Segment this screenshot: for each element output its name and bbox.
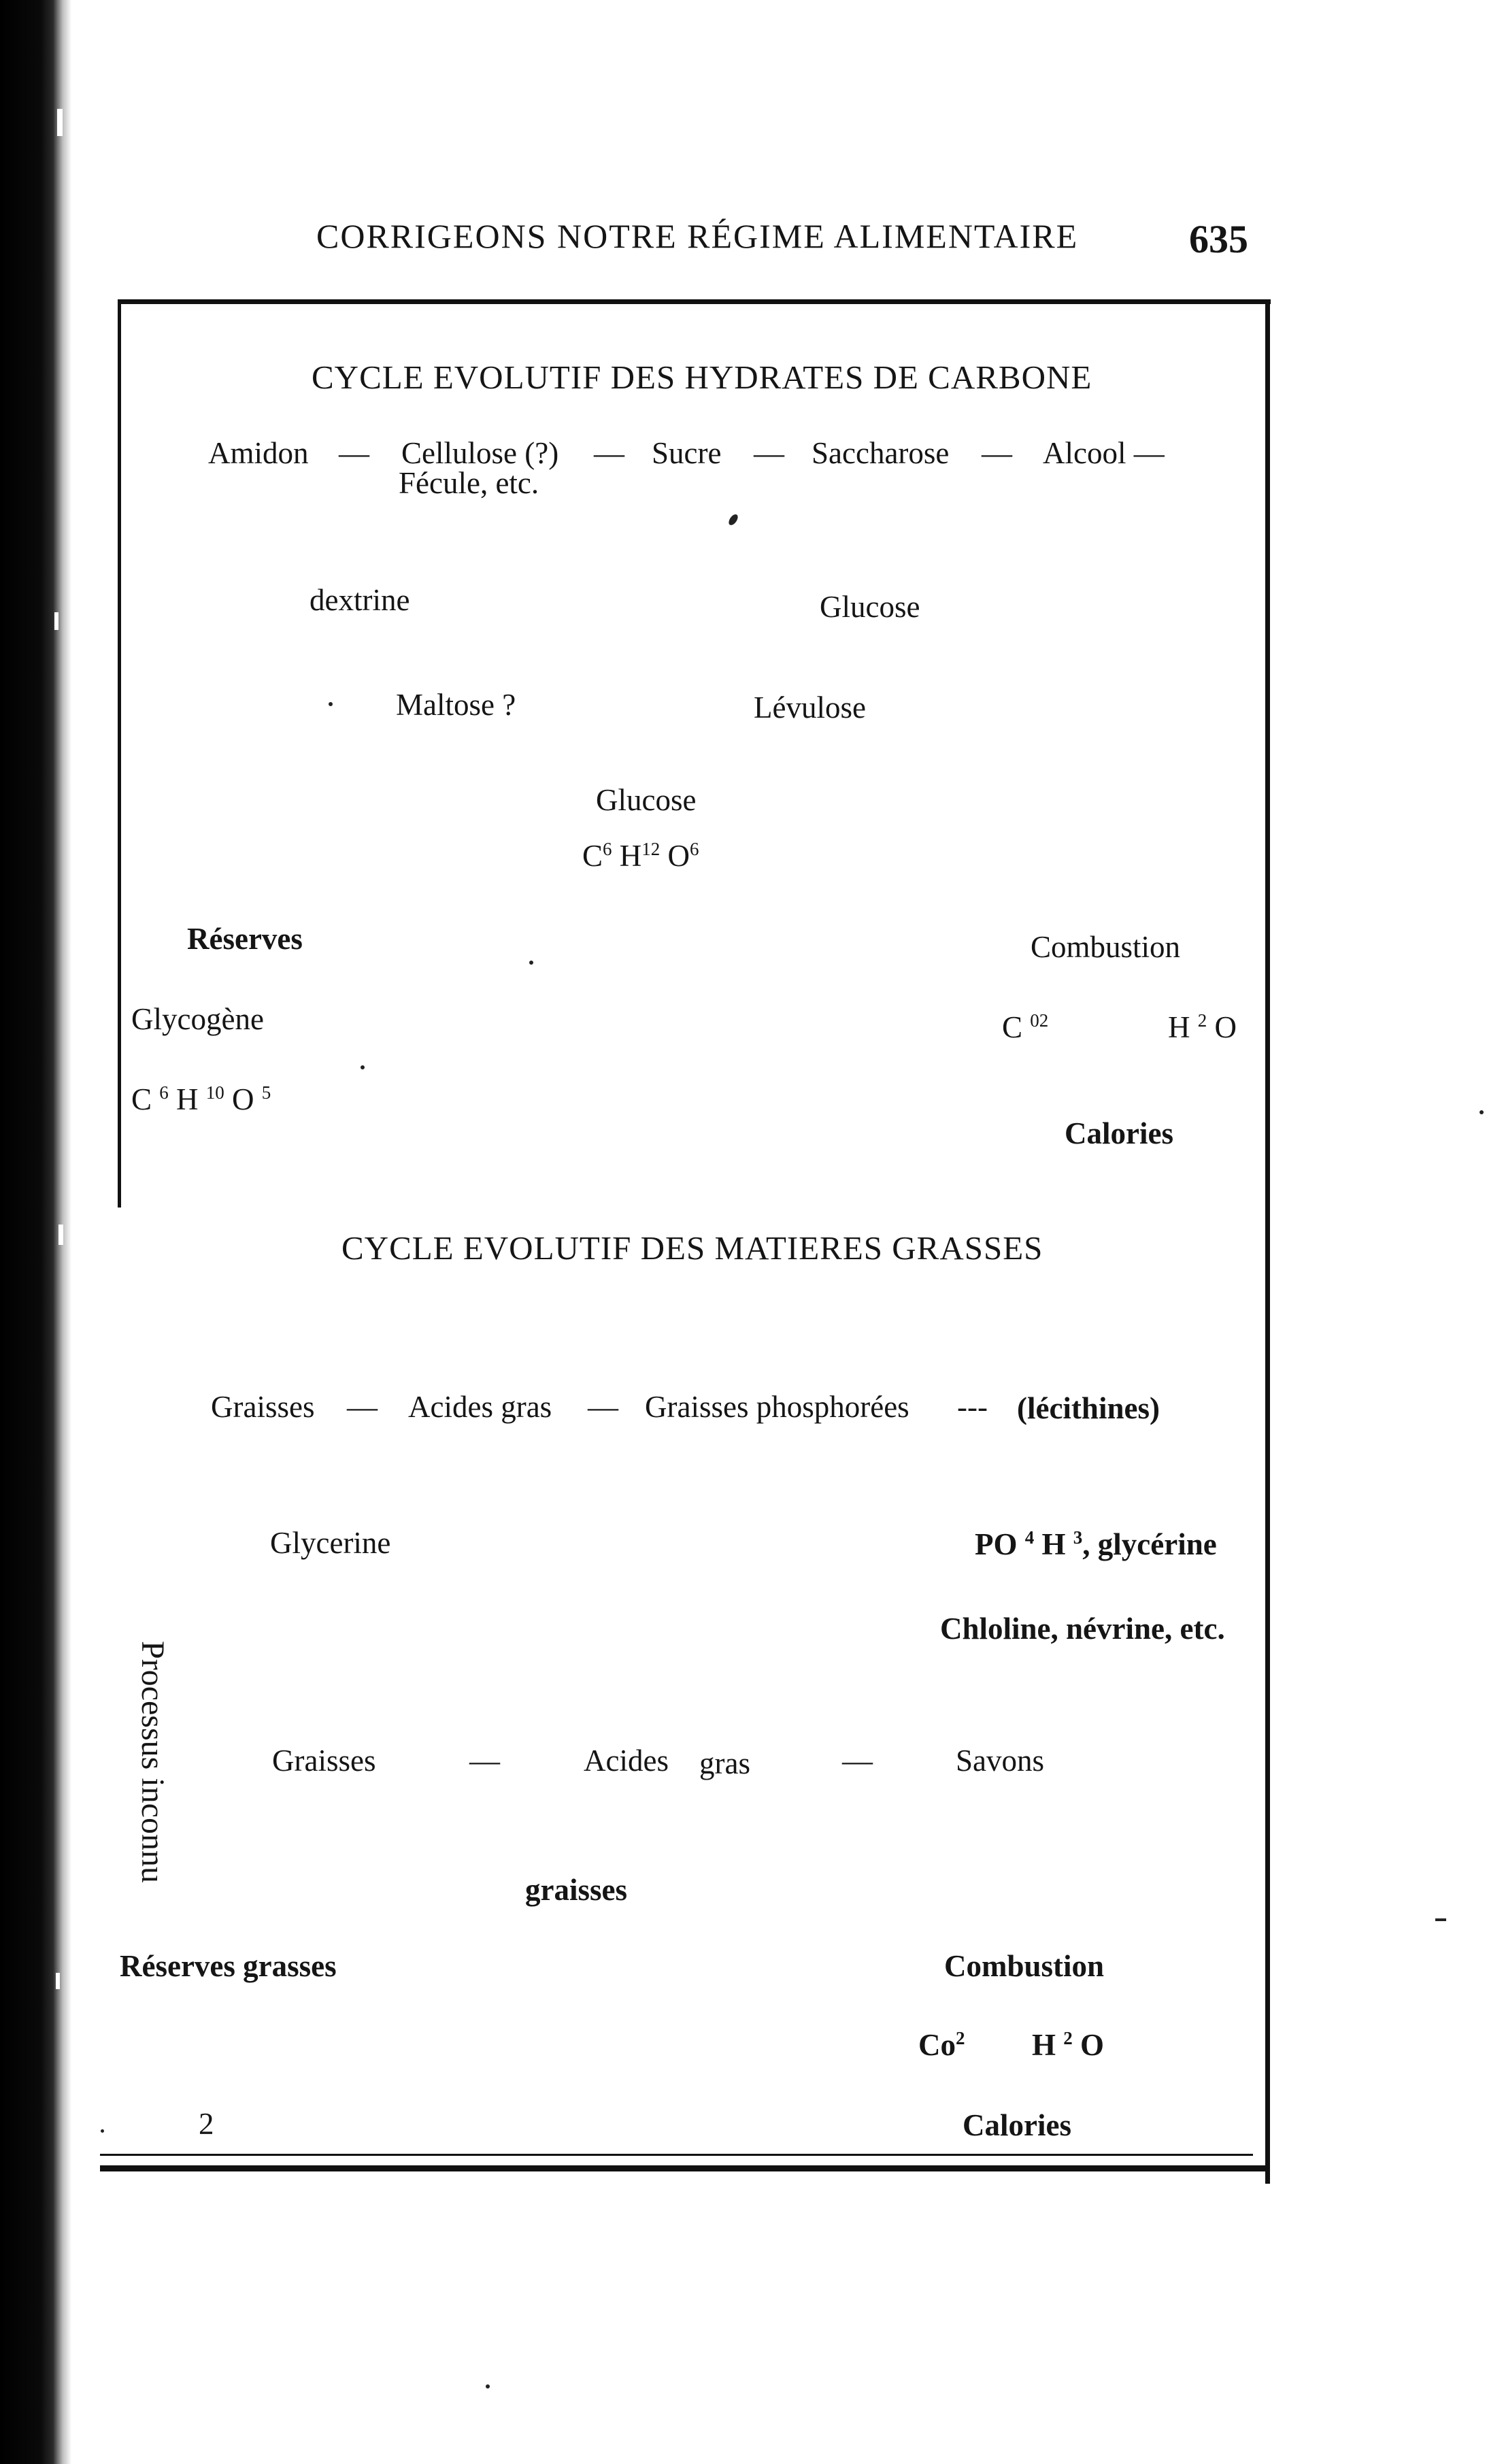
- glucose-label: Glucose: [820, 590, 920, 624]
- print-speck: [529, 961, 533, 965]
- graisses-phosphorees-label: Graisses phosphorées: [645, 1390, 909, 1424]
- reserves-grasses-label: Réserves grasses: [120, 1949, 337, 1983]
- frame-left-border: [118, 299, 121, 1208]
- combustion-fats-label: Combustion: [944, 1949, 1105, 1983]
- frame-right-border: [1265, 299, 1270, 2184]
- graisses-lower-label: Graisses: [272, 1744, 376, 1778]
- print-speck: [486, 2384, 490, 2388]
- reserves-label: Réserves: [187, 922, 303, 956]
- savons-label: Savons: [956, 1744, 1045, 1778]
- arrow-dash: ---: [957, 1390, 988, 1424]
- page-number: 635: [1189, 217, 1248, 261]
- frame-bottom-border: [100, 2165, 1270, 2171]
- glucose-formula: $C^6$ $H^{12}$ $O^6$: [582, 839, 699, 873]
- arrow-dash: —: [347, 1390, 378, 1424]
- arrow-dash: —: [842, 1744, 873, 1778]
- graisses-label: Graisses: [211, 1390, 315, 1424]
- footnote-number: 2: [199, 2107, 214, 2141]
- arrow-dash: —: [982, 436, 1012, 470]
- po4h3-glycerine-label: PO $^4$ H $^3$, glycérine: [975, 1527, 1217, 1561]
- amidon-label: Amidon: [208, 436, 309, 470]
- lecithines-label: (lécithines): [1017, 1391, 1160, 1425]
- fats-cycle-title: CYCLE EVOLUTIF DES MATIERES GRASSES: [341, 1229, 1043, 1267]
- processus-inconnu-label: Processus inconnu: [135, 1641, 171, 1883]
- levulose-label: Lévulose: [754, 690, 866, 725]
- acides-gras-label: Acides gras: [408, 1390, 552, 1424]
- maltose-label: Maltose ?: [396, 688, 516, 722]
- print-speck: [1435, 1918, 1446, 1921]
- co2-fats-formula: Co$^2$: [918, 2028, 965, 2062]
- arrow-dash: —: [588, 1390, 618, 1424]
- print-speck: [1480, 1110, 1484, 1114]
- calories-label: Calories: [1065, 1116, 1173, 1150]
- co2-formula: C $^{02}$: [1002, 1010, 1049, 1044]
- glucose-center-label: Glucose: [596, 783, 697, 817]
- arrow-dash: —: [469, 1744, 500, 1778]
- glycogene-label: Glycogène: [131, 1002, 264, 1036]
- glycerine-label: Glycerine: [270, 1526, 391, 1560]
- frame-top-border: [118, 299, 1271, 304]
- carbohydrate-cycle-title: CYCLE EVOLUTIF DES HYDRATES DE CARBONE: [312, 359, 1092, 396]
- calories-fats-label: Calories: [963, 2108, 1071, 2142]
- acides-lower-label: Acides: [584, 1744, 669, 1778]
- running-head: CORRIGEONS NOTRE RÉGIME ALIMENTAIRE: [316, 217, 1079, 255]
- combustion-label: Combustion: [1031, 930, 1181, 964]
- arrow-dash: —: [754, 436, 784, 470]
- book-spine-shadow: [0, 0, 71, 2464]
- alcool-label: Alcool —: [1043, 436, 1165, 470]
- cellulose-label: Cellulose (?): [401, 436, 559, 470]
- gras-lower-label: gras: [699, 1746, 750, 1780]
- h2o-fats-formula: H $^2$ O: [1032, 2028, 1105, 2062]
- print-speck: [329, 702, 333, 706]
- frame-bottom-border-thin: [100, 2154, 1253, 2156]
- saccharose-label: Saccharose: [812, 436, 950, 470]
- arrow-dash: —: [594, 436, 624, 470]
- h2o-formula: H $^2$ O: [1168, 1010, 1237, 1044]
- print-speck: [101, 2129, 104, 2133]
- fecule-label: Fécule, etc.: [399, 466, 539, 500]
- sucre-label: Sucre: [652, 436, 722, 470]
- arrow-dash: —: [339, 436, 369, 470]
- choline-label: Chloline, névrine, etc.: [940, 1612, 1225, 1646]
- graisses-small-label: graisses: [525, 1873, 627, 1907]
- print-speck: [727, 513, 740, 527]
- print-speck: [361, 1065, 365, 1069]
- glycogen-formula: C $^6$ H $^{10}$ O $^5$: [131, 1082, 271, 1116]
- dextrine-label: dextrine: [310, 583, 410, 617]
